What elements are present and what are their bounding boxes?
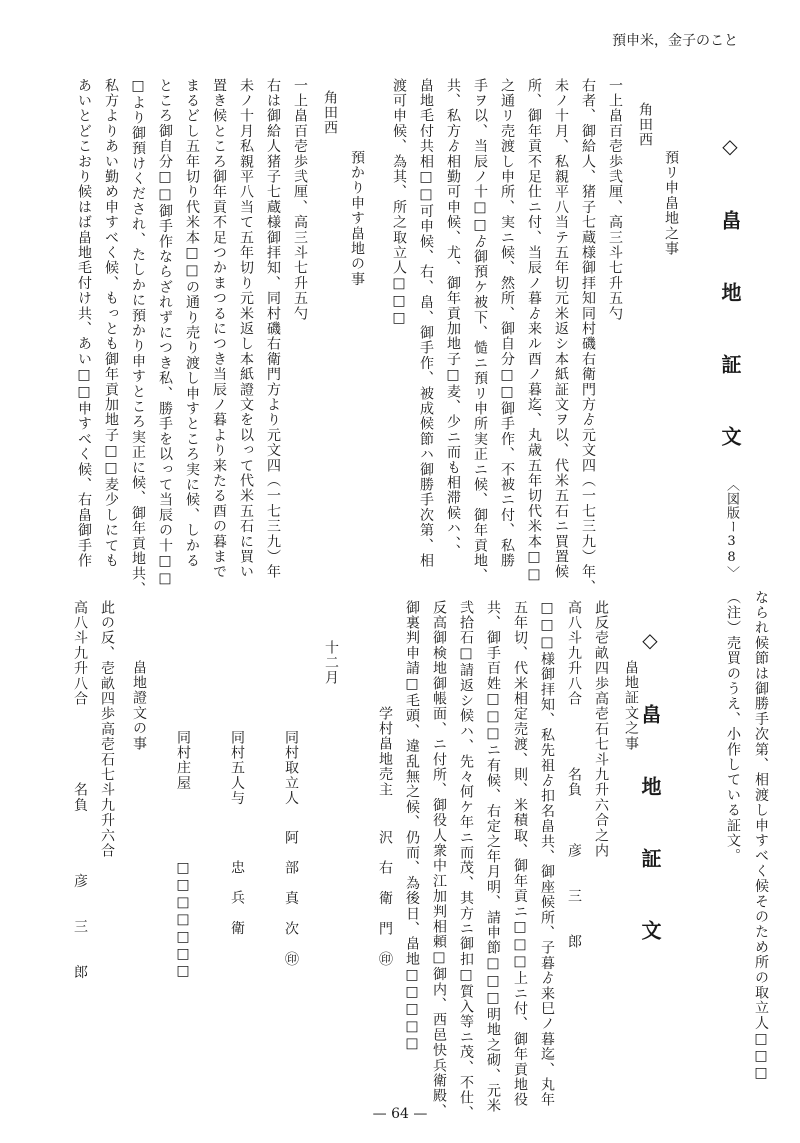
translation-line: 未ノ十月私親平八当て五年切り元米返し本紙證文を以って代米五石に買い bbox=[238, 78, 254, 580]
signatory-role: 同村庄屋 bbox=[175, 730, 191, 791]
original-line: 右者、御給人、猪子七蔵様御拝知同村磯右衛門方ゟ元文四（一七三九）年、 bbox=[580, 78, 596, 595]
original-line: 此反壱畝四歩高壱石七斗九升六合之内 bbox=[593, 600, 609, 859]
original-line: 渡可申候、為其、所之取立人□□□ bbox=[391, 78, 407, 328]
original-line: 之通リ売渡し申所、実ニ候、然所、御自分□□御手作、不被ニ付、私勝 bbox=[499, 78, 515, 569]
translation-line: 高八斗九升八合 名負 彦 三 郎 bbox=[72, 600, 88, 980]
translation-line: 右は御給人猪子七蔵様御拝知、同村磯右衛門方より元文四（一七三九）年 bbox=[265, 78, 281, 580]
section-title: ◇ 畠 地 証 文 bbox=[638, 628, 662, 954]
signatory-role: 同村五人与 bbox=[229, 730, 245, 806]
original-line: 未ノ十月、私親平八当テ五年切元米返シ本紙証文ヲ以、代米五石ニ買置候 bbox=[553, 78, 569, 580]
translation-line: あいとどこおり候はば畠地毛付け共、あい□□申すべく候、右畠御手作 bbox=[76, 78, 92, 569]
continuation-line: なられ候節は御勝手次第、相渡し申すべく候そのため所の取立人□□□ bbox=[753, 590, 769, 1083]
original-line: 弐拾石□請返シ候ハ、先々何ケ年ニ而茂、其方ニ御扣□質入等ニ茂、不仕、 bbox=[458, 600, 474, 1121]
document-subtitle: 畠地証文之事 bbox=[623, 660, 639, 752]
translation-line: 此の反、壱畝四歩高壱石七斗九升六合 bbox=[99, 600, 115, 859]
seller-label: 学村畠地売主 bbox=[377, 706, 393, 798]
signatory-name: 阿 部 真 次 ㊞ bbox=[283, 830, 299, 967]
translation-line: ところ御自分□□御手作ならざれずにつき私、勝手を以って当辰の十□□ bbox=[157, 78, 173, 588]
original-line: 御裏判申請□毛頭、違乱無之候、仍而、為後日、畠地□□□□□ bbox=[404, 600, 420, 1053]
translation-line: 一上畠百壱歩弐厘、高三斗七升五勺 bbox=[292, 78, 308, 322]
translation-line: 置き候ところ御年貢不足つかまつるにつき当辰ノ暮より来たる酉の暮まで bbox=[211, 78, 227, 580]
original-line: 一上畠百壱歩弐厘、高三斗七升五勺 bbox=[607, 78, 623, 322]
document-subtitle: 預リ申畠地之事 bbox=[663, 150, 679, 257]
original-line: 高八斗九升八合 名負 彦 三 郎 bbox=[566, 600, 582, 950]
footnote: （注）売買のうえ、小作している証文。 bbox=[725, 590, 741, 864]
place-name: 角田西 bbox=[637, 102, 653, 148]
original-line: 共、御手百姓□□□ニ有候、右定之年月明、請申節□□□明地之砌、元米 bbox=[485, 600, 501, 1114]
section-title: ◇ 畠 地 証 文 bbox=[718, 134, 742, 460]
signatory-name: □□□□□□□ bbox=[175, 860, 191, 981]
translation-line: 私方よりあい勤め申すべく候、もっとも御年貢加地子□□麦少しにても bbox=[103, 78, 119, 569]
original-line: 共、私方ゟ相勤可申候、尤、御年貢加地子□麦、少ニ而も相滞候ハ、、 bbox=[445, 78, 461, 560]
signatory-name: 忠 兵 衛 bbox=[229, 860, 245, 936]
plate-reference: 〈図版ー38〉 bbox=[724, 478, 739, 580]
original-line: 手ヲ以、当辰ノ十□□ゟ御預ケ被下、慥ニ預リ申所実正ニ候、御年貢地、 bbox=[472, 78, 488, 584]
original-line: □□□様御拝知、私先祖ゟ扣名畠共、御座候所、子暮ゟ来巳ノ暮迄、丸年 bbox=[539, 600, 555, 1108]
running-header: 預申米，金子のこと bbox=[612, 33, 738, 49]
translation-subtitle: 預かり申す畠地の事 bbox=[349, 150, 365, 287]
seller-name: 沢 右 衛 門 ㊞ bbox=[377, 830, 393, 967]
original-line: 畠地毛付共相□□可申候、右、畠、御手作、被成候節ハ御勝手次第、相 bbox=[418, 78, 434, 569]
original-line: 五年切、代米相定売渡、則、米積取、御年貢ニ□□□上ニ付、御年貢地役 bbox=[512, 600, 528, 1108]
page-number: — 64 — bbox=[372, 1106, 428, 1122]
original-line: 反高御検地御帳面、ニ付所、御役人衆中江加判相頼□御内、西邑快兵衛殿、 bbox=[431, 600, 447, 1119]
translation-subtitle: 畠地證文の事 bbox=[131, 660, 147, 752]
original-line: 所、御年貢不足仕ニ付、当辰ノ暮ゟ来ル酉ノ暮迄、丸歳五年切代米本□□ bbox=[526, 78, 542, 584]
signatory-role: 同村取立人 bbox=[283, 730, 299, 806]
translation-line: □より御預けくだされ、たしかに預かり申すところ実正に候、御年貢地共、 bbox=[130, 78, 146, 597]
translation-place: 角田西 bbox=[322, 90, 338, 136]
date-month: 十二月 bbox=[323, 640, 339, 686]
translation-line: まるどし五年切り代米本□□の通り売り渡し申すところ実に候、しかる bbox=[184, 78, 200, 569]
